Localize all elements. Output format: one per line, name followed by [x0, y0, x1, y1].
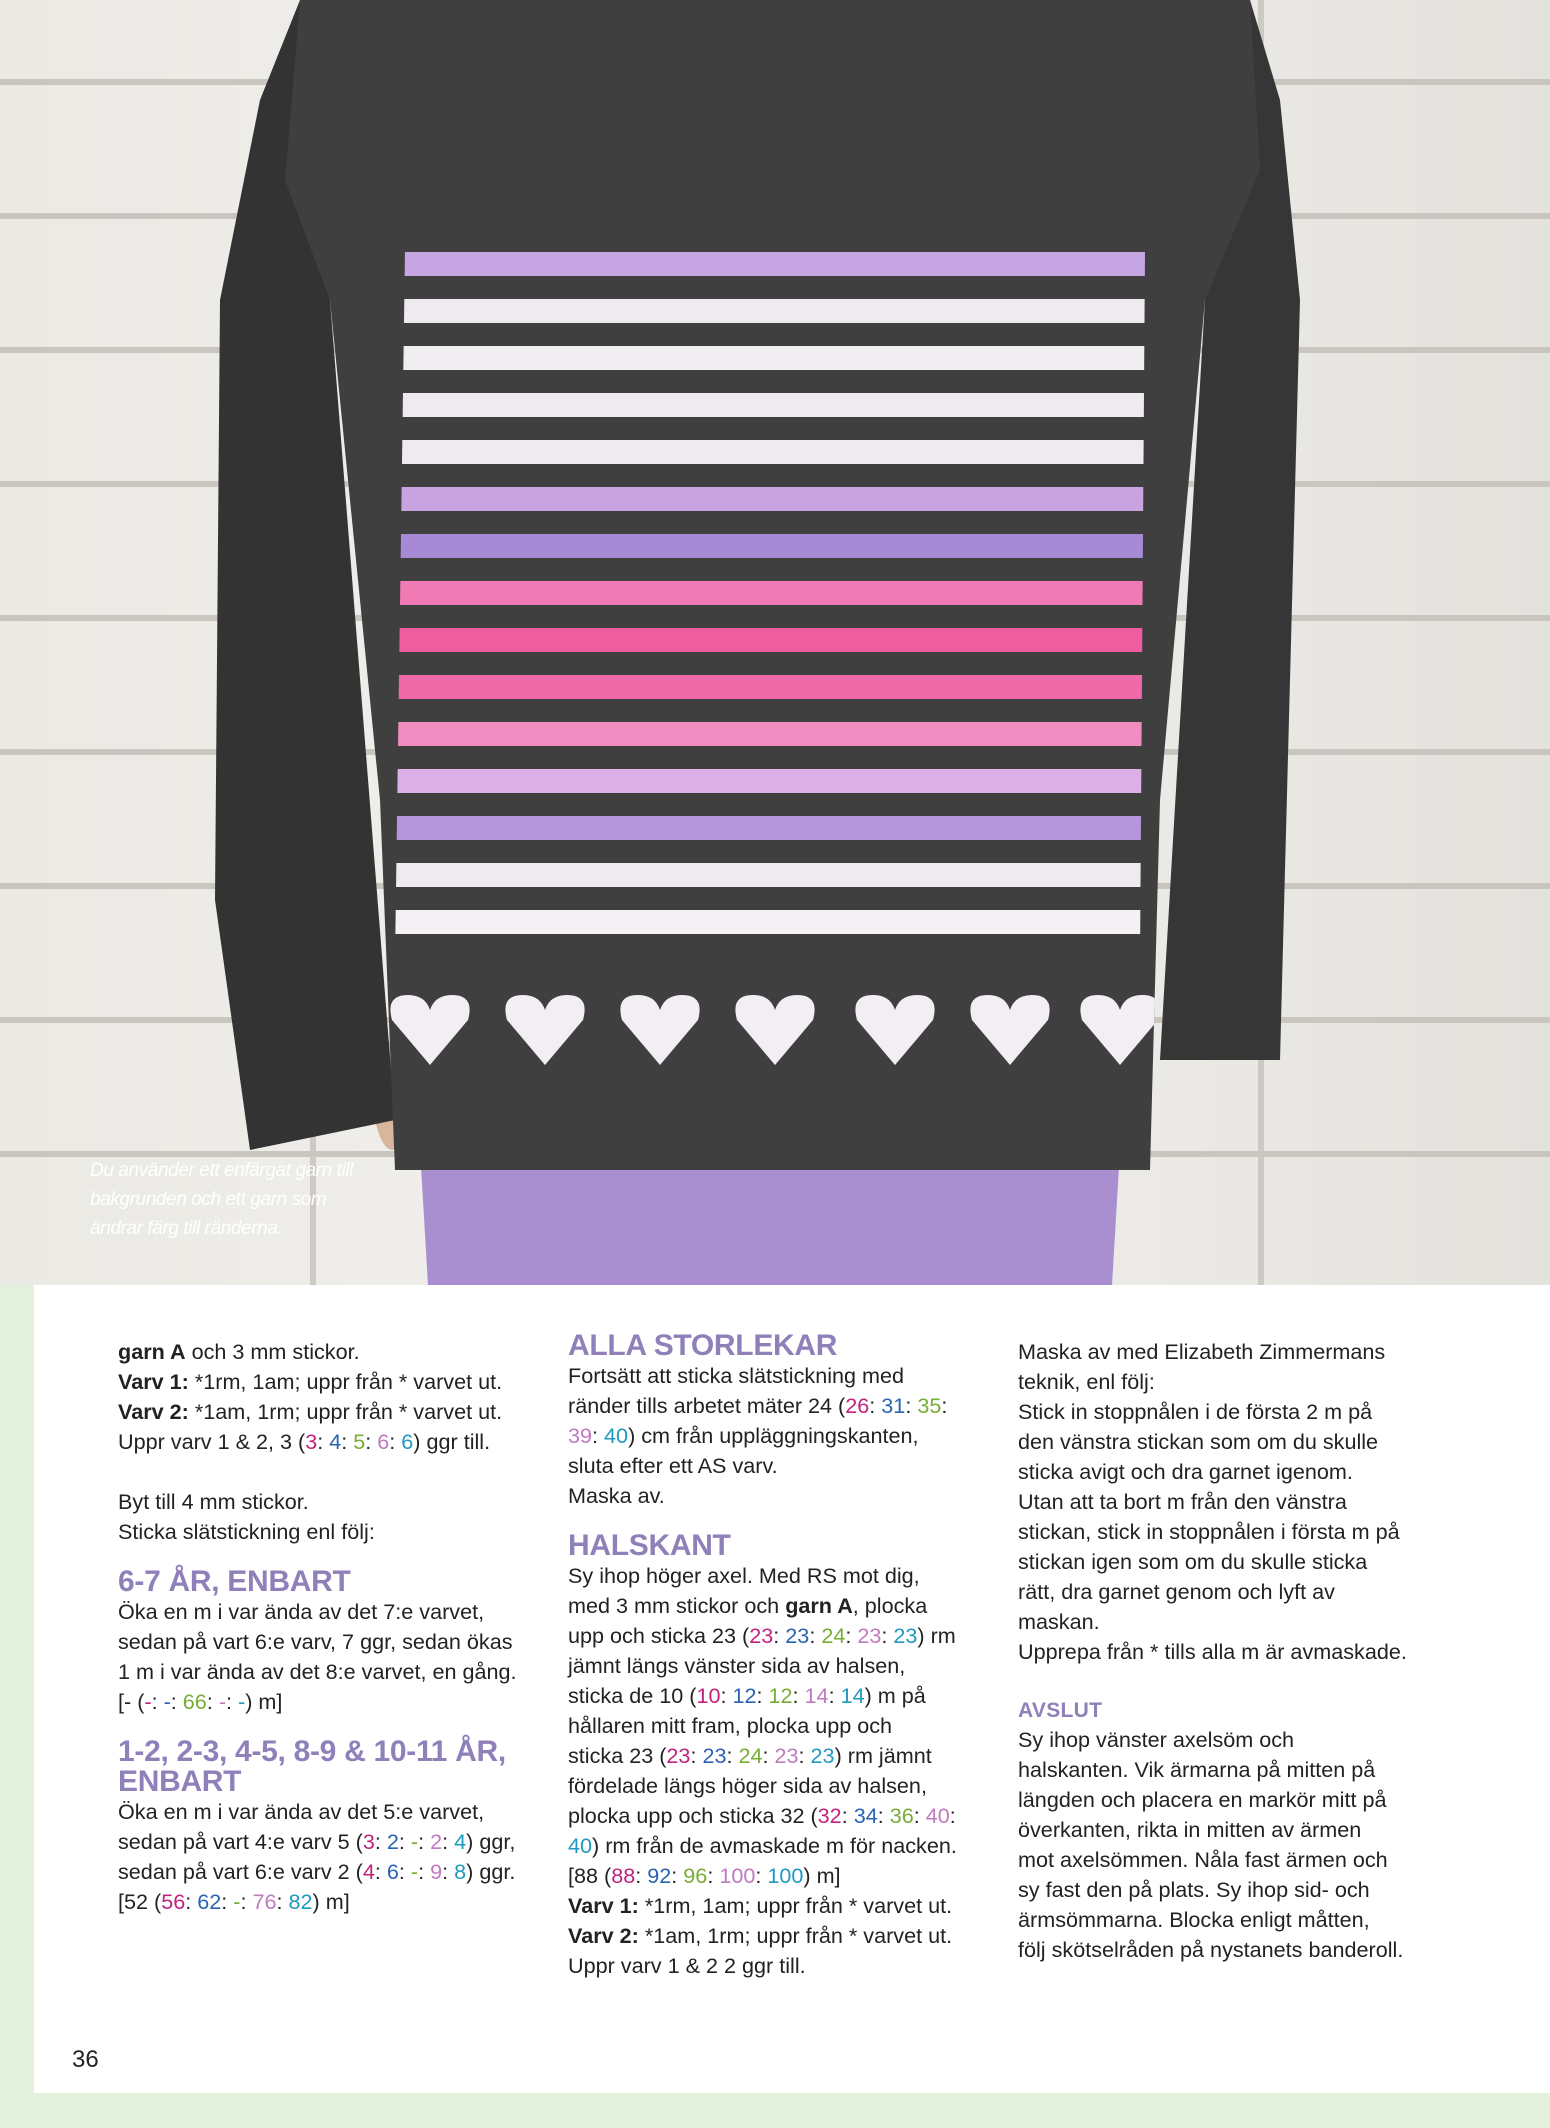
text-line: Fortsätt att sticka slätstickning med	[568, 1363, 905, 1388]
column-2	[568, 1331, 998, 1981]
text-line: ränder tills arbetet mäter 24 (26: 31: 35:	[568, 1393, 948, 1418]
instructions-panel	[34, 1285, 1550, 2093]
text-line: 39: 40) cm från uppläggningskanten,	[568, 1423, 919, 1448]
text-line: med 3 mm stickor och garn A, plocka	[568, 1593, 928, 1618]
text-line: jämnt längs vänster sida av halsen,	[568, 1653, 906, 1678]
text-line: maskan.	[1018, 1609, 1100, 1634]
text-line: sticka de 10 (10: 12: 12: 14: 14) m på	[568, 1683, 926, 1708]
text-line: garn A och 3 mm stickor.	[118, 1339, 360, 1364]
trousers	[420, 1150, 1120, 1285]
text-line: sticka avigt och dra garnet igenom.	[1018, 1459, 1353, 1484]
knit-stripe	[300, 440, 1250, 464]
sweater-body	[250, 0, 1300, 1200]
text-line: sedan på vart 6:e varv 2 (4: 6: -: 9: 8) ggr.	[118, 1859, 516, 1884]
knit-stripe	[300, 769, 1250, 793]
text-line: Varv 2: *1am, 1rm; uppr från * varvet ut.	[568, 1923, 953, 1948]
text-line: sy fast den på plats. Sy ihop sid- och	[1018, 1877, 1370, 1902]
text-line: Byt till 4 mm stickor.	[118, 1489, 309, 1514]
heading-halskant: HALSKANT	[568, 1529, 731, 1562]
knit-stripe	[300, 581, 1250, 605]
knit-stripe	[300, 346, 1250, 370]
knit-stripe	[300, 628, 1250, 652]
photo-caption: Du använder ett enfärgat garn till bakgrunden och ett garn som ändrar färg till ränderna.	[90, 1160, 354, 1239]
text-line: Sticka slätstickning enl följ:	[118, 1519, 375, 1544]
text-line: 1 m i var ända av det 8:e varvet, en gång.	[118, 1659, 517, 1684]
text-line: Utan att ta bort m från den vänstra	[1018, 1489, 1347, 1514]
knit-stripe	[300, 816, 1250, 840]
heading-multi-sizes: 1-2, 2-3, 4-5, 8-9 & 10-11 ÅR,	[118, 1735, 506, 1768]
text-line: 40) rm från de avmaskade m för nacken.	[568, 1833, 957, 1858]
knit-stripe	[300, 393, 1250, 417]
page-number: 36	[72, 2046, 99, 2073]
text-line: ärmsömmarna. Blocka enligt måtten,	[1018, 1907, 1370, 1932]
text-line: den vänstra stickan som om du skulle	[1018, 1429, 1379, 1454]
text-line: plocka upp och sticka 32 (32: 34: 36: 40:	[568, 1803, 956, 1828]
text-line: rätt, dra garnet genom och lyft av	[1018, 1579, 1335, 1604]
text-line: Sy ihop höger axel. Med RS mot dig,	[568, 1563, 920, 1588]
text-line: teknik, enl följ:	[1018, 1369, 1155, 1394]
text-line: Varv 1: *1rm, 1am; uppr från * varvet ut.	[118, 1369, 503, 1394]
text-line: Varv 2: *1am, 1rm; uppr från * varvet ut.	[118, 1399, 503, 1424]
text-line: Uppr varv 1 & 2 2 ggr till.	[568, 1953, 806, 1978]
text-line: fördelade längs höger sida av halsen,	[568, 1773, 927, 1798]
knit-stripe	[300, 252, 1250, 276]
text-line: sedan på vart 6:e varv, 7 ggr, sedan ökas	[118, 1629, 513, 1654]
text-line: sluta efter ett AS varv.	[568, 1453, 778, 1478]
text-line: Varv 1: *1rm, 1am; uppr från * varvet ut.	[568, 1893, 953, 1918]
knit-stripe	[300, 722, 1250, 746]
text-line: följ skötselråden på nystanets banderoll.	[1018, 1937, 1404, 1962]
text-line: Maska av.	[568, 1483, 665, 1508]
text-line: sedan på vart 4:e varv 5 (3: 2: -: 2: 4) ggr,	[118, 1829, 516, 1854]
text-line: upp och sticka 23 (23: 23: 24: 23: 23) rm	[568, 1623, 956, 1648]
text-line: Stick in stoppnålen i de första 2 m på	[1018, 1399, 1373, 1424]
text-line: [- (-: -: 66: -: -) m]	[118, 1689, 283, 1714]
text-line: Öka en m i var ända av det 7:e varvet,	[118, 1599, 485, 1624]
knit-stripe	[300, 487, 1250, 511]
column-3	[1018, 1337, 1468, 1965]
text-line: Sy ihop vänster axelsöm och	[1018, 1727, 1295, 1752]
text-line: Maska av med Elizabeth Zimmermans	[1018, 1339, 1386, 1364]
knit-stripe	[300, 863, 1250, 887]
text-line: Öka en m i var ända av det 5:e varvet,	[118, 1799, 485, 1824]
heading-alla-storlekar: ALLA STORLEKAR	[568, 1329, 838, 1362]
knit-stripe	[300, 675, 1250, 699]
text-line: överkanten, rikta in mitten av ärmen	[1018, 1817, 1362, 1842]
heading-6-7: 6-7 ÅR, ENBART	[118, 1565, 351, 1598]
text-line: mot axelsömmen. Nåla fast ärmen och	[1018, 1847, 1388, 1872]
heading-multi-sizes-2: ENBART	[118, 1765, 242, 1798]
text-line: hållaren mitt fram, plocka upp och	[568, 1713, 893, 1738]
text-line: [88 (88: 92: 96: 100: 100) m]	[568, 1863, 841, 1888]
text-line: Upprepa från * tills alla m är avmaskade.	[1018, 1639, 1407, 1664]
text-line: Uppr varv 1 & 2, 3 (3: 4: 5: 6: 6) ggr till.	[118, 1429, 491, 1454]
text-line: stickan, stick in stoppnålen i första m på	[1018, 1519, 1400, 1544]
knit-stripe	[300, 910, 1250, 934]
heading-avslut: AVSLUT	[1018, 1699, 1103, 1722]
knit-stripe	[300, 534, 1250, 558]
text-line: längden och placera en markör mitt på	[1018, 1787, 1387, 1812]
text-line: sticka 23 (23: 23: 24: 23: 23) rm jämnt	[568, 1743, 932, 1768]
text-line: halskanten. Vik ärmarna på mitten på	[1018, 1757, 1376, 1782]
column-1	[118, 1337, 578, 1917]
text-line: [52 (56: 62: -: 76: 82) m]	[118, 1889, 350, 1914]
knit-stripe	[300, 299, 1250, 323]
text-line: stickan igen som om du skulle sticka	[1018, 1549, 1368, 1574]
